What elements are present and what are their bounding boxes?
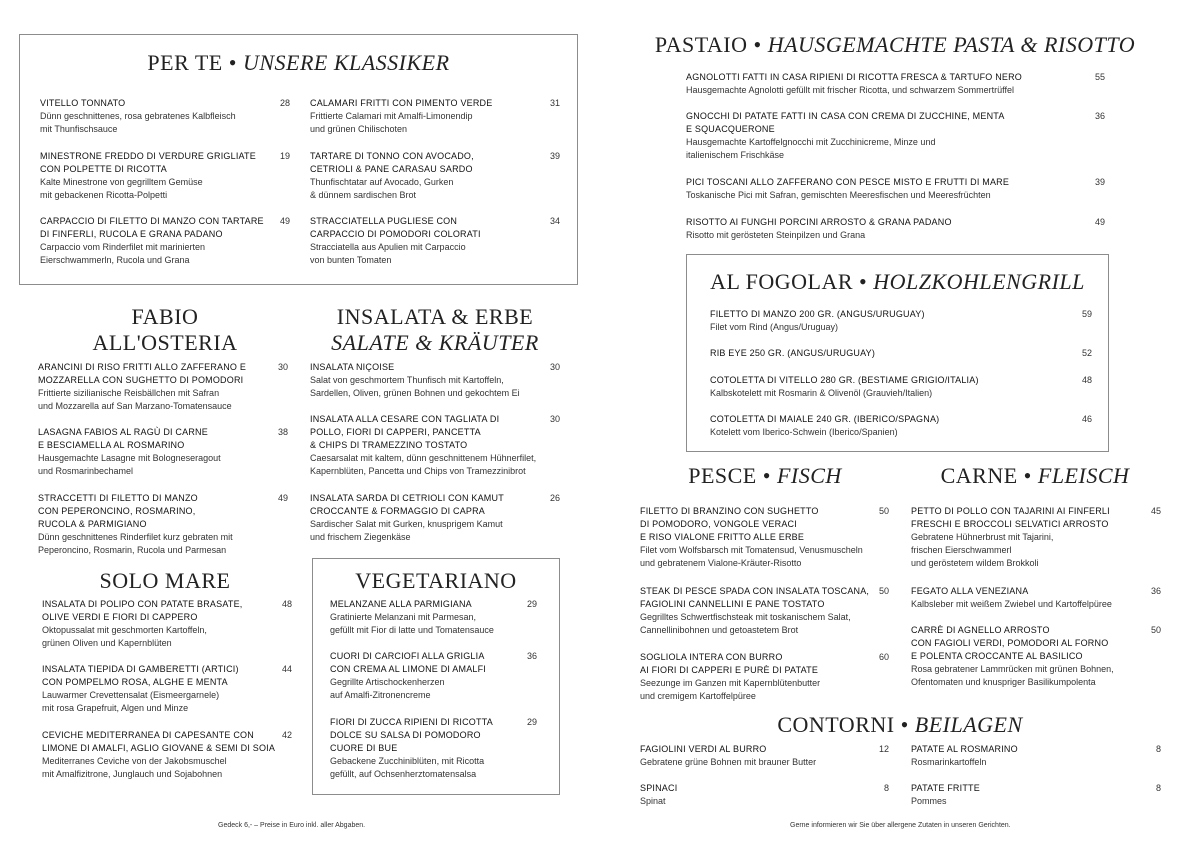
menu-item: FIORI DI ZUCCA RIPIENI DI RICOTTA DOLCE SU SALSA DI POMODORO CUORE DI BUE Gebackene Zucchiniblüten, mit Ricotta gefüllt, auf Ochsenherztomatensalsa 29: [330, 717, 537, 779]
menu-item: COTOLETTA DI MAIALE 240 GR. (IBERICO/SPAGNA) Kotelett vom Iberico-Schwein (Iberico/Spanien) 46: [710, 414, 1092, 437]
menu-item: FILETTO DI MANZO 200 GR. (ANGUS/URUGUAY) Filet vom Rind (Angus/Uruguay) 59: [710, 309, 1092, 332]
menu-item: STRACCETTI DI FILETTO DI MANZO CON PEPERONCINO, ROSMARINO, RUCOLA & PARMIGIANO Dünn geschnittenes Rinderfilet kurz gebraten mit Peperoncino, Rosmarin, Rucola und Parmesan 49: [38, 493, 288, 555]
menu-item: STRACCIATELLA PUGLIESE CON CARPACCIO DI POMODORI COLORATI Stracciatella aus Apulien mit Carpaccio von bunten Tomaten 34: [310, 216, 560, 265]
menu-item: STEAK DI PESCE SPADA CON INSALATA TOSCANA, FAGIOLINI CANNELLINI E PANE TOSTATO Gegrilltes Schwertfischsteak mit toskanischem Salat, Cannellinibohnen und getoastetem Brot 50: [640, 586, 889, 635]
menu-item: CARRÈ DI AGNELLO ARROSTO CON FAGIOLI VERDI, POMODORI AL FORNO E POLENTA CROCCANTE AL BASILICO Rosa gebratener Lammrücken mit grünen Bohnen, Ofentomaten und knuspriger Basilikumpolenta 50: [911, 625, 1161, 687]
menu-item: INSALATA TIEPIDA DI GAMBERETTI (ARTICI) CON POMPELMO ROSA, ALGHE E MENTA Lauwarmer Crevettensalat (Eismeergarnele) mit rosa Grapefruit, Algen und Minze 44: [42, 664, 292, 713]
menu-item: PICI TOSCANI ALLO ZAFFERANO CON PESCE MISTO E FRUTTI DI MARE Toskanische Pici mit Safran, gemischten Meeresfischen und Meeresfrüchten 39: [686, 177, 1105, 200]
menu-item: CEVICHE MEDITERRANEA DI CAPESANTE CON LIMONE DI AMALFI, AGLIO GIOVANE & SEMI DI SOIA Mediterranes Ceviche von der Jakobsmuschel mit Amalfizitrone, Junglauch und Sojabohnen 42: [42, 730, 292, 779]
menu-item: MELANZANE ALLA PARMIGIANA Gratinierte Melanzani mit Parmesan, gefüllt mit Fior di latte und Tomatensauce 29: [330, 599, 537, 635]
footer-right: Gerne informieren wir Sie über allergene Zutaten in unseren Gerichten.: [790, 822, 1011, 829]
menu-item: SOGLIOLA INTERA CON BURRO AI FIORI DI CAPPERI E PURÈ DI PATATE Seezunge im Ganzen mit Kapernblütenbutter und cremigem Kartoffelpüree 60: [640, 652, 889, 701]
contorni-title: CONTORNI • BEILAGEN: [777, 712, 1023, 737]
vegetariano-title: VEGETARIANO: [355, 568, 517, 593]
menu-item: RISOTTO AI FUNGHI PORCINI ARROSTO & GRANA PADANO Risotto mit gerösteten Steinpilzen und Grana 49: [686, 217, 1105, 240]
menu-item: GNOCCHI DI PATATE FATTI IN CASA CON CREMA DI ZUCCHINE, MENTA E SQUACQUERONE Hausgemachte Kartoffelgnocchi mit Zucchinicreme, Minze und italienischem Frischkäse 36: [686, 111, 1105, 160]
pesce-title: PESCE • FISCH: [688, 463, 842, 488]
footer-left: Gedeck 6,- – Preise in Euro inkl. aller Abgaben.: [218, 822, 366, 829]
menu-item: INSALATA NIÇOISE Salat von geschmortem Thunfisch mit Kartoffeln, Sardellen, Oliven, grünen Bohnen und gekochtem Ei 30: [310, 362, 560, 398]
menu-item: FILETTO DI BRANZINO CON SUGHETTO DI POMODORO, VONGOLE VERACI E RISO VIALONE FRITTO ALLE ERBE Filet vom Wolfsbarsch mit Tomatensud, Venusmuscheln und gebratenem Vialone-Kräuter-Risotto 50: [640, 506, 889, 568]
menu-item: PETTO DI POLLO CON TAJARINI AI FINFERLI FRESCHI E BROCCOLI SELVATICI ARROSTO Gebratene Hühnerbrust mit Tajarini, frischen Eierschwammerl und geröstetem wildem Brokkoli 45: [911, 506, 1161, 568]
klassiker-title: PER TE • UNSERE KLASSIKER: [147, 50, 450, 75]
menu-item: CUORI DI CARCIOFI ALLA GRIGLIA CON CREMA AL LIMONE DI AMALFI Gegrillte Artischockenherzen auf Amalfi-Zitronencreme 36: [330, 651, 537, 700]
menu-item: INSALATA ALLA CESARE CON TAGLIATA DI POLLO, FIORI DI CAPPERI, PANCETTA & CHIPS DI TRAMEZZINO TOSTATO Caesarsalat mit kaltem, dünn geschnittenem Hühnerfilet, Kapernblüten, Pancetta und Chips von Tramezzinibrot 30: [310, 414, 560, 476]
osteria-title: FABIO ALL'OSTERIA: [92, 304, 238, 355]
carne-title: CARNE • FLEISCH: [940, 463, 1130, 488]
menu-item: RIB EYE 250 GR. (ANGUS/URUGUAY) 52: [710, 348, 1092, 358]
menu-item: PATATE FRITTE Pommes 8: [911, 783, 1161, 806]
menu-item: COTOLETTA DI VITELLO 280 GR. (BESTIAME GRIGIO/ITALIA) Kalbskotelett mit Rosmarin & Olivenöl (Grauvieh/Italien) 48: [710, 375, 1092, 398]
menu-item: SPINACI Spinat 8: [640, 783, 889, 806]
menu-item: VITELLO TONNATO Dünn geschnittenes, rosa gebratenes Kalbfleisch mit Thunfischsauce 28: [40, 98, 290, 134]
insalata-title: INSALATA & ERBE SALATE & KRÄUTER: [331, 304, 539, 355]
menu-item: CALAMARI FRITTI CON PIMENTO VERDE Frittierte Calamari mit Amalfi-Limonendip und grünen Chilischoten 31: [310, 98, 560, 134]
menu-item: CARPACCIO DI FILETTO DI MANZO CON TARTARE DI FINFERLI, RUCOLA E GRANA PADANO Carpaccio vom Rinderfilet mit marinierten Eierschwammerln, Rucola und Grana 49: [40, 216, 290, 265]
fogolar-title: AL FOGOLAR • HOLZKOHLENGRILL: [710, 269, 1085, 294]
menu-item: TARTARE DI TONNO CON AVOCADO, CETRIOLI & PANE CARASAU SARDO Thunfischtatar auf Avocado, Gurken & dünnem sardischen Brot 39: [310, 151, 560, 200]
menu-item: PATATE AL ROSMARINO Rosmarinkartoffeln 8: [911, 744, 1161, 767]
menu-item: FEGATO ALLA VENEZIANA Kalbsleber mit weißem Zwiebel und Kartoffelpüree 36: [911, 586, 1161, 609]
menu-item: INSALATA DI POLIPO CON PATATE BRASATE, OLIVE VERDI E FIORI DI CAPPERO Oktopussalat mit geschmorten Kartoffeln, grünen Oliven und Kapernblüten 48: [42, 599, 292, 648]
solomare-title: SOLO MARE: [99, 568, 231, 593]
menu-item: FAGIOLINI VERDI AL BURRO Gebratene grüne Bohnen mit brauner Butter 12: [640, 744, 889, 767]
menu-item: LASAGNA FABIOS AL RAGÙ DI CARNE E BESCIAMELLA AL ROSMARINO Hausgemachte Lasagne mit Bologneseragout und Rosmarinbechamel 38: [38, 427, 288, 476]
menu-item: MINESTRONE FREDDO DI VERDURE GRIGLIATE CON POLPETTE DI RICOTTA Kalte Minestrone von gegrilltem Gemüse mit gebackenen Ricotta-Polpetti 19: [40, 151, 290, 200]
menu-item: AGNOLOTTI FATTI IN CASA RIPIENI DI RICOTTA FRESCA & TARTUFO NERO Hausgemachte Agnolotti gefüllt mit frischer Ricotta, und schwarzem Sommertrüffel 55: [686, 72, 1105, 95]
menu-item: INSALATA SARDA DI CETRIOLI CON KAMUT CROCCANTE & FORMAGGIO DI CAPRA Sardischer Salat mit Gurken, knusprigem Kamut und frischem Ziegenkäse 26: [310, 493, 560, 542]
pastaio-title: PASTAIO • HAUSGEMACHTE PASTA & RISOTTO: [654, 32, 1136, 57]
menu-item: ARANCINI DI RISO FRITTI ALLO ZAFFERANO E MOZZARELLA CON SUGHETTO DI POMODORI Frittierte sizilianische Reisbällchen mit Safran und Mozzarella auf San Marzano-Tomatensauce 30: [38, 362, 288, 411]
